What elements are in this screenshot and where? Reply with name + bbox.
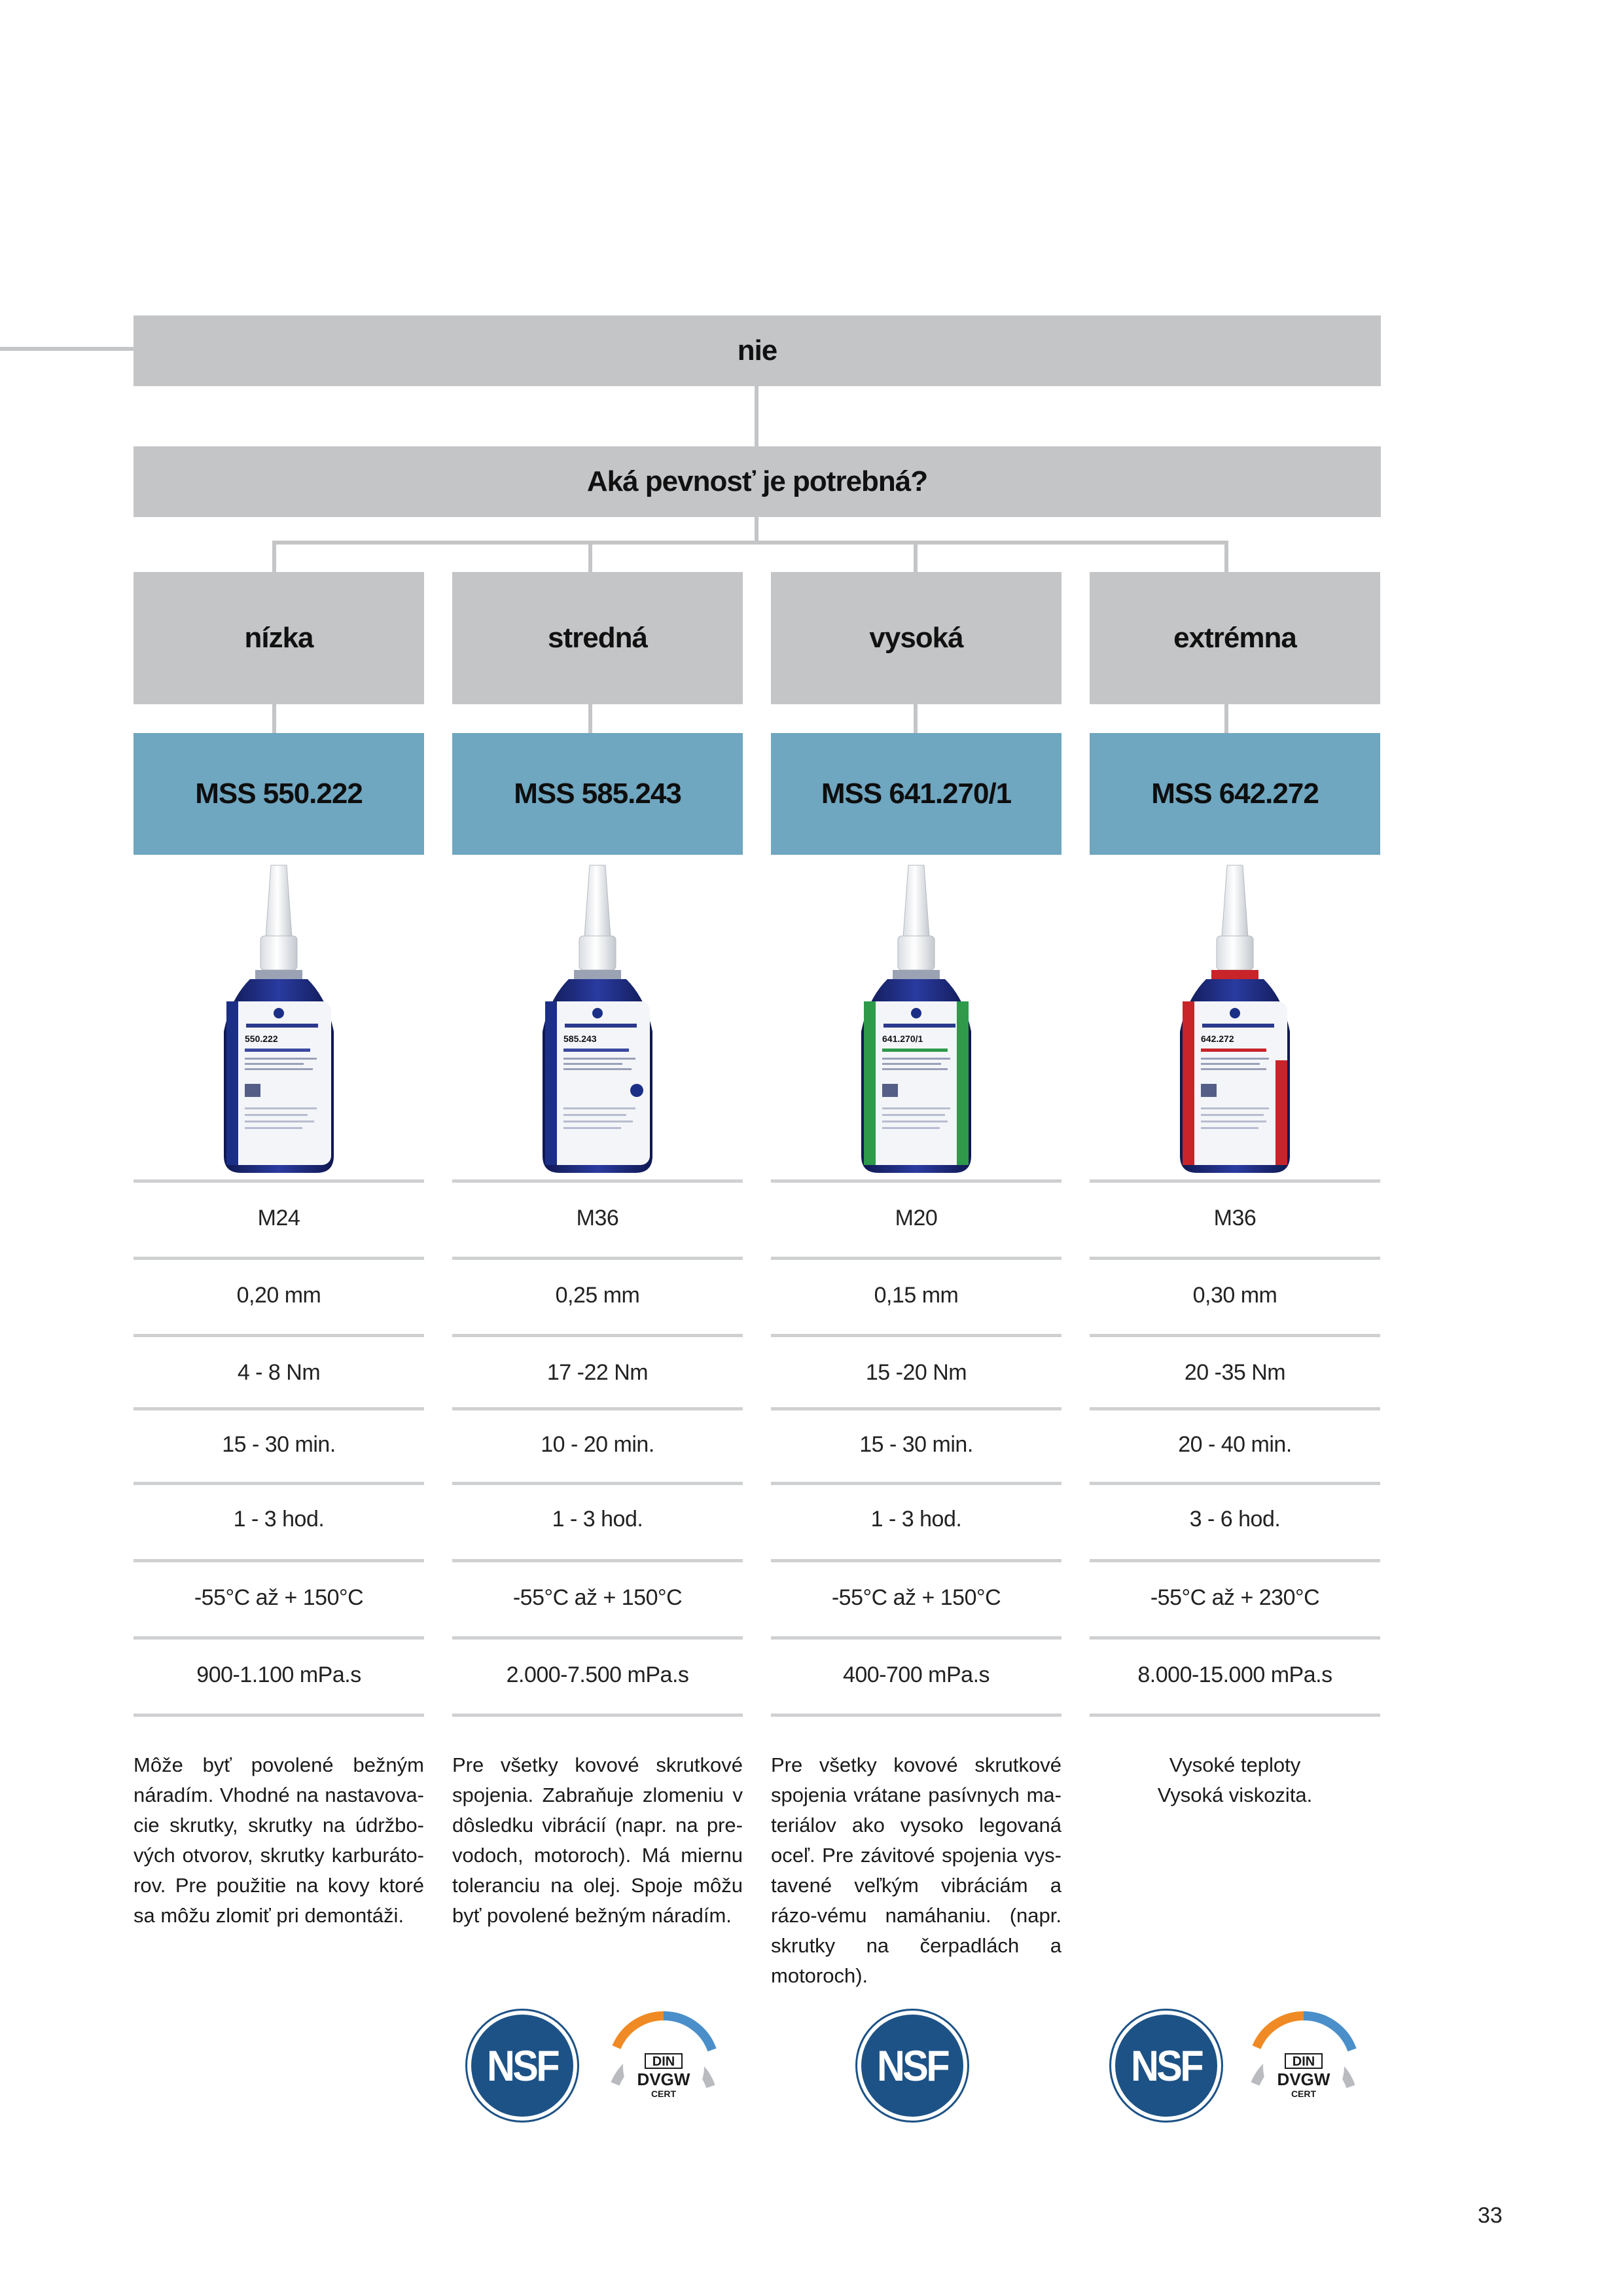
product-bottle <box>1163 864 1307 1178</box>
product-bottle <box>526 864 669 1178</box>
separator <box>452 1407 743 1410</box>
separator <box>452 1713 743 1717</box>
svg-text:550.222: 550.222 <box>245 1033 278 1044</box>
strength-label: nízka <box>244 622 313 654</box>
svg-text:CERT: CERT <box>651 2089 677 2099</box>
separator <box>771 1713 1061 1717</box>
branch-line <box>272 541 1228 545</box>
separator <box>1090 1713 1380 1717</box>
nsf-logo-text: NSF <box>1131 2041 1202 2090</box>
separator <box>1090 1334 1380 1337</box>
spec-cure-time: 1 - 3 hod. <box>870 1507 962 1532</box>
spec-torque: 4 - 8 Nm <box>237 1360 321 1385</box>
product-box-641-270 <box>771 733 1061 855</box>
spec-torque: 20 -35 Nm <box>1184 1360 1286 1385</box>
din-dvgw-logo <box>1247 2011 1360 2123</box>
strength-box-medium <box>452 572 743 704</box>
product-code: MSS 550.222 <box>195 778 363 810</box>
svg-text:642.272: 642.272 <box>1201 1033 1234 1044</box>
nsf-logo-text: NSF <box>877 2041 948 2090</box>
product-description: Pre všetky kovové skrutkové spojenia. Zabraňuje zlomeniu v dôsledku vibrácií (napr. na pre-vodoch, motoroch). Má miernu toleranciu na olej. Spoje môžu byť povolené bežným náradím. <box>452 1753 743 1927</box>
separator <box>134 1482 424 1485</box>
spec-thread-size: M36 <box>1213 1206 1257 1230</box>
separator <box>134 1179 424 1183</box>
separator <box>1090 1636 1380 1640</box>
spec-gap: 0,30 mm <box>1192 1283 1277 1308</box>
separator <box>1090 1257 1380 1260</box>
din-dvgw-icon <box>1247 2011 1360 2123</box>
bottle-svg <box>207 864 351 1178</box>
connector-question-branch <box>755 517 758 541</box>
spec-handling-time: 15 - 30 min. <box>859 1432 973 1457</box>
separator <box>134 1407 424 1410</box>
product-code: MSS 585.243 <box>514 778 681 810</box>
spec-thread-size: M24 <box>257 1206 300 1230</box>
strength-box-high <box>771 572 1061 704</box>
bottle-svg <box>526 864 669 1178</box>
strength-label: stredná <box>548 622 647 654</box>
din-dvgw-icon <box>607 2011 720 2123</box>
svg-text:CERT: CERT <box>1291 2089 1317 2099</box>
svg-text:DIN: DIN <box>652 2054 675 2069</box>
separator <box>771 1482 1061 1485</box>
answer-box <box>134 315 1381 386</box>
separator <box>1090 1559 1380 1562</box>
separator <box>771 1559 1061 1562</box>
separator <box>1090 1482 1380 1485</box>
separator <box>134 1636 424 1640</box>
separator <box>771 1334 1061 1337</box>
bottle-svg <box>844 864 988 1178</box>
strength-box-extreme <box>1090 572 1380 704</box>
connector-strength-product-2 <box>588 704 592 733</box>
svg-text:585.243: 585.243 <box>563 1033 597 1044</box>
spec-cure-time: 3 - 6 hod. <box>1189 1507 1281 1532</box>
spec-torque: 17 -22 Nm <box>546 1360 649 1385</box>
product-box-585-243 <box>452 733 743 855</box>
spec-gap: 0,25 mm <box>555 1283 640 1308</box>
connector-strength-product-3 <box>914 704 918 733</box>
product-code: MSS 642.272 <box>1151 778 1319 810</box>
bottle-svg <box>1163 864 1307 1178</box>
separator <box>771 1636 1061 1640</box>
branch-drop-1 <box>272 541 276 572</box>
branch-drop-4 <box>1224 541 1228 572</box>
spec-handling-time: 10 - 20 min. <box>541 1432 654 1457</box>
separator <box>134 1334 424 1337</box>
separator <box>452 1636 743 1640</box>
separator <box>452 1179 743 1183</box>
svg-text:641.270/1: 641.270/1 <box>882 1033 923 1044</box>
product-description: Môže byť povolené bežným náradím. Vhodné na nastavova-cie skrutky, skrutky na údržbo-vých otvorov, skrutky karburáto-rov. Pre použitie na kovy ktoré sa môžu zlomiť pri demontáži. <box>134 1753 424 1927</box>
spec-gap: 0,15 mm <box>874 1283 959 1308</box>
nsf-logo <box>857 2011 967 2121</box>
description-line: Vysoké teploty <box>1169 1753 1301 1776</box>
din-dvgw-logo <box>607 2011 720 2123</box>
spec-handling-time: 15 - 30 min. <box>222 1432 336 1457</box>
page-number: 33 <box>1478 2203 1503 2228</box>
spec-gap: 0,20 mm <box>236 1283 321 1308</box>
spec-cure-time: 1 - 3 hod. <box>233 1507 325 1532</box>
question-label: Aká pevnosť je potrebná? <box>586 465 928 497</box>
product-bottle <box>207 864 351 1178</box>
separator <box>134 1713 424 1717</box>
spec-viscosity: 2.000-7.500 mPa.s <box>506 1662 689 1687</box>
answer-label: nie <box>737 334 777 367</box>
svg-text:DIN: DIN <box>1292 2054 1315 2069</box>
branch-drop-3 <box>914 541 918 572</box>
product-bottle <box>844 864 988 1178</box>
spec-thread-size: M20 <box>895 1206 938 1230</box>
strength-label: vysoká <box>869 622 963 654</box>
spec-temperature: -55°C až + 150°C <box>194 1585 364 1610</box>
svg-text:DVGW: DVGW <box>1277 2070 1330 2089</box>
separator <box>771 1407 1061 1410</box>
product-box-642-272 <box>1090 733 1380 855</box>
separator <box>452 1559 743 1562</box>
separator <box>134 1559 424 1562</box>
separator <box>134 1257 424 1260</box>
product-description: Pre všetky kovové skrutkové spojenia vrátane pasívnych ma-teriálov ako vysoko legovaná oceľ. Pre závitové spojenia vys-tavené veľkým vibráciám a rázo-vému namáhaniu. (napr. skrutky na čerpadlách a motoroch). <box>771 1753 1061 1987</box>
separator <box>1090 1179 1380 1183</box>
separator <box>452 1482 743 1485</box>
strength-label: extrémna <box>1173 622 1296 654</box>
spec-temperature: -55°C až + 150°C <box>831 1585 1001 1610</box>
nsf-logo-text: NSF <box>487 2041 558 2090</box>
separator <box>452 1334 743 1337</box>
spec-viscosity: 8.000-15.000 mPa.s <box>1137 1662 1332 1687</box>
connector-strength-product-1 <box>272 704 276 733</box>
product-box-550-222 <box>134 733 424 855</box>
spec-cure-time: 1 - 3 hod. <box>552 1507 643 1532</box>
branch-drop-2 <box>588 541 592 572</box>
spec-viscosity: 400-700 mPa.s <box>842 1662 990 1687</box>
question-box <box>134 446 1381 517</box>
product-code: MSS 641.270/1 <box>821 778 1012 810</box>
description-line: Vysoká viskozita. <box>1157 1784 1313 1806</box>
left-connector-line <box>0 347 134 351</box>
spec-handling-time: 20 - 40 min. <box>1178 1432 1292 1457</box>
separator <box>452 1257 743 1260</box>
spec-thread-size: M36 <box>576 1206 619 1230</box>
spec-temperature: -55°C až + 230°C <box>1150 1585 1320 1610</box>
separator <box>771 1179 1061 1183</box>
spec-torque: 15 -20 Nm <box>865 1360 967 1385</box>
nsf-logo <box>467 2011 577 2121</box>
svg-text:DVGW: DVGW <box>637 2070 690 2089</box>
separator <box>1090 1407 1380 1410</box>
separator <box>771 1257 1061 1260</box>
connector-answer-question <box>755 386 758 446</box>
nsf-logo <box>1111 2011 1221 2121</box>
connector-strength-product-4 <box>1224 704 1228 733</box>
spec-temperature: -55°C až + 150°C <box>512 1585 683 1610</box>
spec-viscosity: 900-1.100 mPa.s <box>196 1662 361 1687</box>
product-description <box>1090 1750 1380 1810</box>
strength-box-low <box>134 572 424 704</box>
